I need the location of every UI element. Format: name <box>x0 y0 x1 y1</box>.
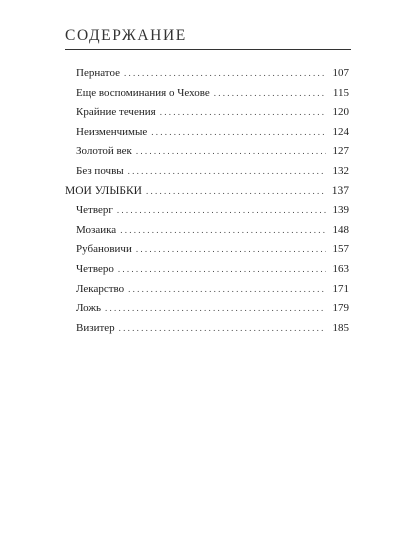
toc-leader-dots <box>214 83 326 103</box>
toc-leader-dots <box>146 181 326 201</box>
toc-part-entry <box>65 181 349 201</box>
toc-entry-title: Без почвы <box>76 165 124 177</box>
toc-leader-dots <box>117 200 326 220</box>
toc-entry-title: Четверо <box>76 263 114 275</box>
toc-entry-title: Ложь <box>76 302 102 315</box>
page-header <box>65 27 351 50</box>
toc-entry-page: 137 <box>331 184 349 197</box>
toc-entry-title: Неизменчимые <box>76 125 148 138</box>
toc-entry <box>76 141 349 161</box>
toc-entry <box>76 161 349 181</box>
toc-entry <box>76 63 349 83</box>
toc-entry-page: 107 <box>332 67 349 79</box>
toc-entry-page: 115 <box>332 86 349 99</box>
toc-entry-title: Мозаика <box>76 223 117 236</box>
toc-entry-page: 148 <box>332 223 349 236</box>
toc-entry <box>76 259 349 279</box>
toc-entry-page: 163 <box>332 263 349 275</box>
toc-entry <box>76 279 349 299</box>
toc-entry <box>76 102 349 122</box>
toc-entry <box>76 239 349 259</box>
toc-leader-dots <box>118 259 326 279</box>
toc-entry-title: Рубановичи <box>76 243 132 256</box>
toc-entry-title: Четверг <box>76 204 113 217</box>
toc-entry-page: 157 <box>332 243 349 256</box>
toc-entry-title: Пернатое <box>76 67 120 79</box>
toc-entry-page: 120 <box>332 106 349 119</box>
toc-leader-dots <box>105 298 326 318</box>
toc-entry-page: 171 <box>332 282 349 295</box>
toc-entry-page: 139 <box>332 204 349 217</box>
toc-entry-title: Крайние течения <box>76 106 156 119</box>
toc-leader-dots <box>136 141 326 161</box>
toc-entry-title: Еще воспоминания о Чехове <box>76 86 210 99</box>
page-title: СОДЕРЖАНИЕ <box>65 27 187 44</box>
toc-leader-dots <box>120 220 326 240</box>
toc-entry <box>76 220 349 240</box>
toc-entry-page: 127 <box>332 145 349 158</box>
toc-entry <box>76 83 349 103</box>
toc-entry-title: Золотой век <box>76 145 132 158</box>
toc-leader-dots <box>124 63 326 83</box>
toc-entry <box>76 318 349 338</box>
toc-entry-page: 132 <box>332 165 349 177</box>
toc-leader-dots <box>119 318 326 338</box>
toc-entry <box>76 200 349 220</box>
toc-entry <box>76 298 349 318</box>
toc-entry-page: 179 <box>332 302 349 315</box>
toc-entry-title: Лекарство <box>76 282 125 295</box>
toc-part-title: МОИ УЛЫБКИ <box>65 184 142 197</box>
toc-entry-page: 185 <box>332 321 349 334</box>
toc-entry-title: Визитер <box>76 321 115 334</box>
toc-leader-dots <box>128 279 326 299</box>
toc-entry-page: 124 <box>332 125 349 138</box>
toc-entry <box>76 122 349 142</box>
toc-leader-dots <box>136 239 326 259</box>
toc-leader-dots <box>128 161 326 181</box>
toc-leader-dots <box>160 102 326 122</box>
toc-leader-dots <box>151 122 326 142</box>
